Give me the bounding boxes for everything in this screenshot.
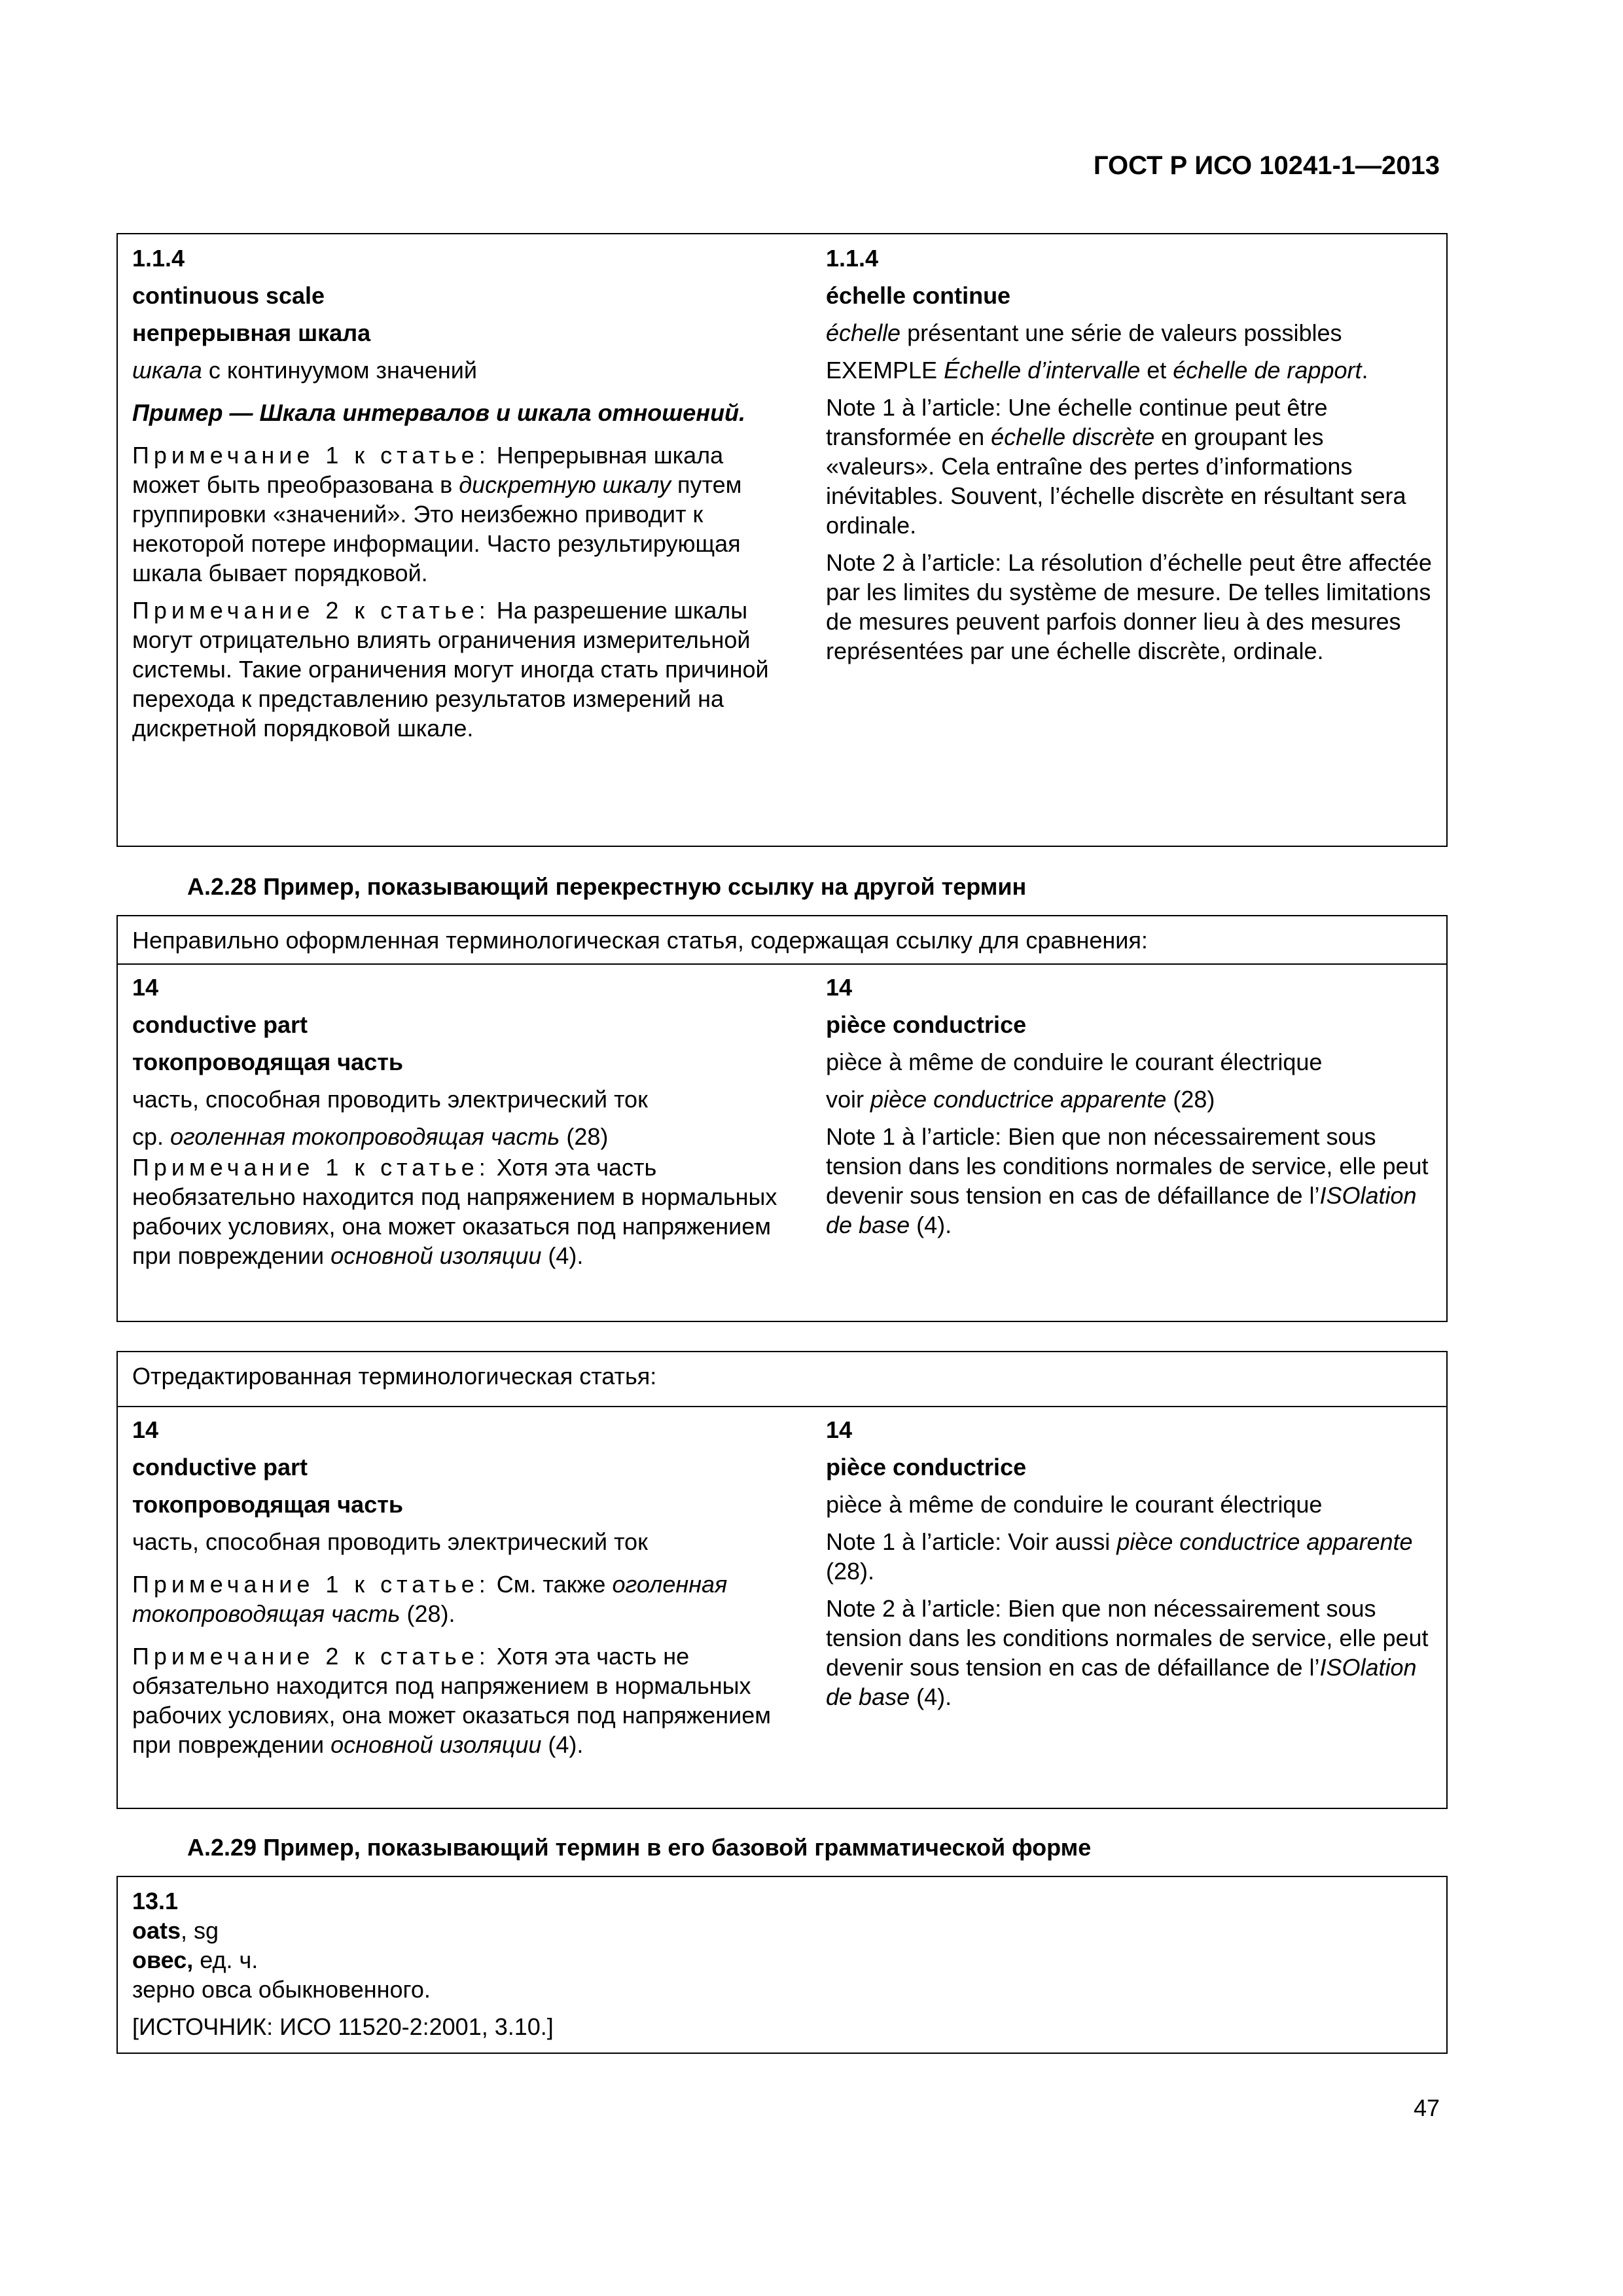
term-en: oats, sg <box>132 1917 219 1944</box>
document-id: ГОСТ Р ИСО 10241-1—2013 <box>1093 151 1440 180</box>
divider <box>118 1406 1446 1407</box>
definition: шкала с континуумом значений <box>132 357 477 384</box>
divider <box>118 963 1446 965</box>
note-2: Примечание 2 к статье: На разрешение шкалы могут отрицательно влиять ограничения измерительной системы. Такие ограничения могут иногда стать причиной перехода к представлению результатов измерений на дискретной порядковой шкале. <box>132 597 769 742</box>
term-en: conductive part <box>132 1454 308 1480</box>
definition: часть, способная проводить электрический ток <box>132 1086 648 1113</box>
section-title-a229: A.2.29 Пример, показывающий термин в его базовой грамматической форме <box>187 1834 1092 1861</box>
example: Пример — Шкала интервалов и шкала отношений. <box>132 399 746 426</box>
term-entry-table-3 <box>116 1351 1448 1809</box>
entry-number: 1.1.4 <box>826 245 879 272</box>
note-1: Примечание 1 к статье: Хотя эта часть необязательно находится под напряжением в нормальных рабочих условиях, она может оказаться под напряжением при повреждении основной изоляции (4). <box>132 1154 777 1269</box>
note-1: Note 1 à l’article: Une échelle continue peut être transformée en échelle discrète en groupant les «valeurs». Cela entraîne des pertes d’informations inévitables. Souvent, l’échelle discrète en résultant sera ordinale. <box>826 394 1406 539</box>
entry-number: 1.1.4 <box>132 245 185 272</box>
page-number: 47 <box>1413 2094 1440 2121</box>
definition: pièce à même de conduire le courant électrique <box>826 1049 1323 1075</box>
table-caption: Неправильно оформленная терминологическая статья, содержащая ссылку для сравнения: <box>132 927 1148 954</box>
entry-right-fr <box>826 973 1435 1240</box>
term-en: conductive part <box>132 1011 308 1038</box>
note-2: Note 2 à l’article: La résolution d’échelle peut être affectée par les limites du système de mesure. De telles limitations de mesures peuvent parfois donner lieu à des mesures représentées par une échelle discrète, ordinale. <box>826 549 1432 664</box>
entry-content <box>132 1886 1428 2041</box>
term-en: continuous scale <box>132 282 325 309</box>
entry-right-fr <box>826 243 1435 666</box>
entry-left-ru <box>132 243 787 743</box>
term-ru: непрерывная шкала <box>132 319 371 346</box>
entry-right-fr <box>826 1415 1435 1712</box>
entry-number: 13.1 <box>132 1888 179 1914</box>
entry-left-ru <box>132 973 787 1270</box>
term-fr: pièce conductrice <box>826 1011 1027 1038</box>
section-title-a228: A.2.28 Пример, показывающий перекрестную ссылку на другой термин <box>187 873 1027 900</box>
term-entry-table-1 <box>116 233 1448 847</box>
note-2: Примечание 2 к статье: Хотя эта часть не обязательно находится под напряжением в нормальных рабочих условиях, она может оказаться под напряжением при повреждении основной изоляции (4). <box>132 1643 771 1758</box>
term-entry-table-4 <box>116 1876 1448 2054</box>
source: [ИСТОЧНИК: ИСО 11520-2:2001, 3.10.] <box>132 2013 554 2040</box>
note-1: Note 1 à l’article: Bien que non nécessairement sous tension dans les conditions normales de service, elle peut devenir sous tension en cas de défaillance de l’ISOlation de base (4). <box>826 1123 1429 1238</box>
entry-left-ru <box>132 1415 787 1759</box>
definition: часть, способная проводить электрический ток <box>132 1528 648 1555</box>
example: EXEMPLE Échelle d’intervalle et échelle de rapport. <box>826 357 1368 384</box>
note-1: Note 1 à l’article: Voir aussi pièce conductrice apparente (28). <box>826 1528 1413 1585</box>
term-ru: токопроводящая часть <box>132 1049 403 1075</box>
entry-number: 14 <box>826 974 853 1001</box>
entry-number: 14 <box>132 974 159 1001</box>
term-fr: échelle continue <box>826 282 1011 309</box>
term-fr: pièce conductrice <box>826 1454 1027 1480</box>
term-entry-table-2 <box>116 915 1448 1322</box>
entry-number: 14 <box>826 1416 853 1443</box>
cross-reference: ср. оголенная токопроводящая часть (28) <box>132 1123 609 1150</box>
note-1: Примечание 1 к статье: См. также оголенная токопроводящая часть (28). <box>132 1571 728 1627</box>
table-caption: Отредактированная терминологическая статья: <box>132 1363 657 1390</box>
definition: échelle présentant une série de valeurs possibles <box>826 319 1342 346</box>
note-2: Note 2 à l’article: Bien que non nécessairement sous tension dans les conditions normales de service, elle peut devenir sous tension en cas de défaillance de l’ISOlation de base (4). <box>826 1595 1429 1710</box>
note-1: Примечание 1 к статье: Непрерывная шкала может быть преобразована в дискретную шкалу путем группировки «значений». Это неизбежно приводит к некоторой потере информации. Часто результирующая шкала бывает порядковой. <box>132 442 742 586</box>
term-ru: овес, ед. ч. <box>132 1946 259 1973</box>
definition: зерно овса обыкновенного. <box>132 1976 431 2003</box>
cross-reference: voir pièce conductrice apparente (28) <box>826 1086 1215 1113</box>
term-ru: токопроводящая часть <box>132 1491 403 1518</box>
definition: pièce à même de conduire le courant électrique <box>826 1491 1323 1518</box>
entry-number: 14 <box>132 1416 159 1443</box>
